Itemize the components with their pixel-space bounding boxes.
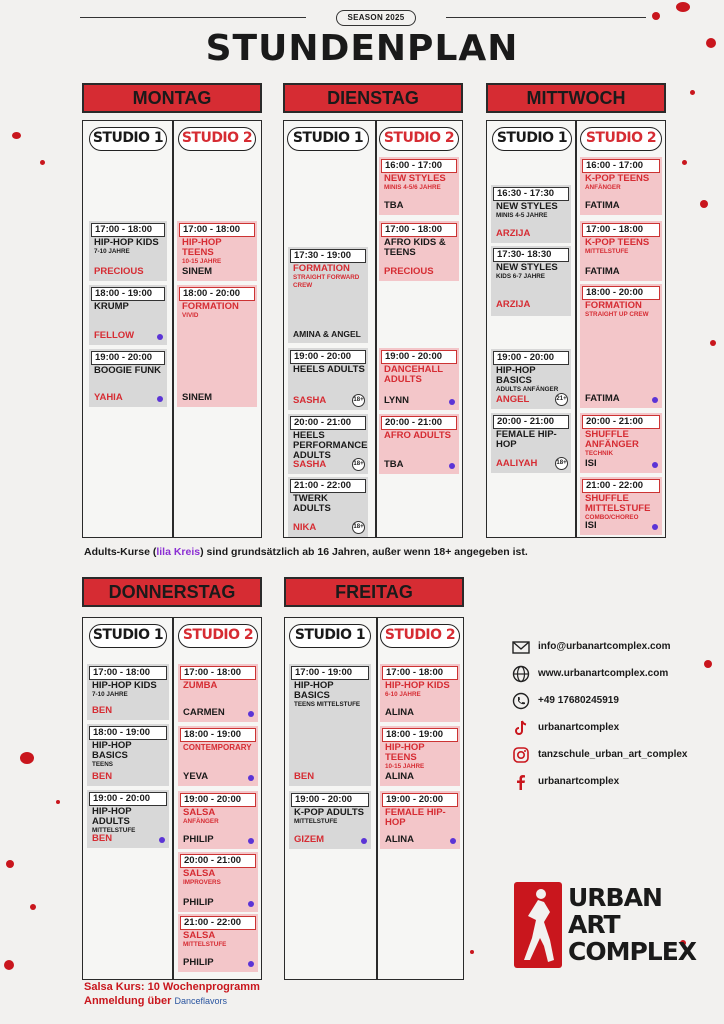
studio-2-label: STUDIO 2 [380,624,460,648]
danceflavors-link[interactable]: Danceflavors [174,996,227,1006]
class-card: 20:00 - 21:00 HEELS PERFORMANCE ADULTS SASHA 18+ [288,414,368,474]
class-card: 18:00 - 19:00 CONTEMPORARY YEVA [178,726,258,786]
day-header-dienstag: DIENSTAG [283,83,463,113]
adults-dot-icon [652,397,658,403]
class-card: 19:00 - 20:00 HIP-HOP BASICS ADULTS ANFÄNGER ANGEL 21+ [491,349,571,409]
class-card: 17:00 - 18:00 AFRO KIDS & TEENS PRECIOUS [379,221,459,281]
adults-dot-icon [248,775,254,781]
class-card: 21:00 - 22:00 SALSA MITTELSTUFE PHILIP [178,914,258,972]
class-card: 18:00 - 19:00 KRUMP FELLOW [89,285,167,345]
adults-dot-icon [450,838,456,844]
day-schedule-dienstag [283,120,463,538]
adults-note: Adults-Kurse (lila Kreis) sind grundsätzlich ab 16 Jahren, außer wenn 18+ angegeben ist. [84,546,528,558]
age-badge: 18+ [352,521,365,534]
studio-1-label: STUDIO 1 [89,127,167,151]
instagram-icon [512,746,530,764]
adults-dot-icon [449,463,455,469]
adults-dot-icon [652,524,658,530]
class-card: 20:00 - 21:00 FEMALE HIP-HOP AALIYAH 18+ [491,413,571,473]
brand-logo-text: URBAN ART COMPLEX [568,883,697,966]
day-schedule-montag [82,120,262,538]
age-badge: 21+ [555,393,568,406]
salsa-note: Salsa Kurs: 10 Wochenprogramm Anmeldung über Danceflavors [84,981,260,1007]
brand-logo-mark [514,882,562,968]
day-schedule-freitag [284,617,464,980]
studio-1-label: STUDIO 1 [287,127,369,151]
adults-dot-icon [157,396,163,402]
studio-2-label: STUDIO 2 [379,127,459,151]
class-card: 21:00 - 22:00 TWERK ADULTS NIKA 18+ [288,477,368,537]
class-card: 21:00 - 22:00 SHUFFLE MITTELSTUFE COMBO/CHOREO ISI [580,477,662,535]
day-schedule-donnerstag [82,617,262,980]
age-badge: 18+ [352,458,365,471]
day-header-donnerstag: DONNERSTAG [82,577,262,607]
facebook-icon [512,773,530,791]
class-card: 16:30 - 17:30 NEW STYLES MINIS 4-5 JAHRE ARZIJA [491,185,571,243]
class-card: 20:00 - 21:00 SALSA IMPROVERS PHILIP [178,852,258,912]
class-card: 19:00 - 20:00 SALSA ANFÄNGER PHILIP [178,791,258,849]
class-card: 19:00 - 20:00 FEMALE HIP-HOP ALINA [380,791,460,849]
studio-2-label: STUDIO 2 [178,127,256,151]
class-card: 17:00 - 18:00 HIP-HOP TEENS 10-15 JAHRE SINEM [177,221,257,281]
studio-2-label: STUDIO 2 [580,127,662,151]
tiktok-icon [512,719,530,737]
class-card: 19:00 - 20:00 HIP-HOP ADULTS MITTELSTUFE BEN [87,790,169,848]
globe-icon [512,665,530,683]
class-card: 17:00 - 18:00 HIP-HOP KIDS 7-10 JAHRE PRECIOUS [89,221,167,281]
adults-dot-icon [248,901,254,907]
adults-dot-icon [248,838,254,844]
class-card: 17:30- 18:30 NEW STYLES KIDS 6-7 JAHRE ARZIJA [491,246,571,316]
page-title: STUNDENPLAN [205,28,519,69]
season-badge: SEASON 2025 [336,10,416,26]
class-card: 17:00 - 18:00 K-POP TEENS MITTELSTUFE FATIMA [580,221,662,281]
class-card: 19:00 - 20:00 DANCEHALL ADULTS LYNN [379,348,459,410]
mail-icon [512,638,530,656]
class-card: 19:00 - 20:00 K-POP ADULTS MITTELSTUFE GIZEM [289,791,371,849]
adults-dot-icon [248,961,254,967]
age-badge: 18+ [352,394,365,407]
class-card: 17:00 - 18:00 HIP-HOP KIDS 6-10 JAHRE ALINA [380,664,460,722]
studio-1-label: STUDIO 1 [89,624,167,648]
divider-line [446,17,646,18]
adults-dot-icon [159,837,165,843]
class-card: 18:00 - 20:00 FORMATION STRAIGHT UP CREW FATIMA [580,284,662,408]
class-card: 20:00 - 21:00 SHUFFLE ANFÄNGER TECHNIK ISI [580,413,662,473]
class-card: 19:00 - 20:00 HEELS ADULTS SASHA 18+ [288,348,368,410]
studio-1-label: STUDIO 1 [289,624,371,648]
class-card: 16:00 - 17:00 K-POP TEENS ANFÄNGER FATIMA [580,157,662,215]
adults-dot-icon [157,334,163,340]
class-card: 17:00 - 18:00 ZUMBA CARMEN [178,664,258,722]
class-card: 18:00 - 19:00 HIP-HOP BASICS TEENS BEN [87,724,169,786]
class-card: 20:00 - 21:00 AFRO ADULTS TBA [379,414,459,474]
phone-icon [512,692,530,710]
class-card: 19:00 - 20:00 BOOGIE FUNK YAHIA [89,349,167,407]
adults-dot-icon [652,462,658,468]
class-card: 17:00 - 18:00 HIP-HOP KIDS 7-10 JAHRE BEN [87,664,169,720]
studio-1-label: STUDIO 1 [492,127,572,151]
day-header-mittwoch: MITTWOCH [486,83,666,113]
day-schedule-mittwoch [486,120,666,538]
class-card: 18:00 - 19:00 HIP-HOP TEENS 10-15 JAHRE ALINA [380,726,460,786]
class-card: 16:00 - 17:00 NEW STYLES MINIS 4-5/6 JAHRE TBA [379,157,459,215]
studio-2-label: STUDIO 2 [178,624,258,648]
age-badge: 18+ [555,457,568,470]
adults-dot-icon [361,838,367,844]
divider-line [80,17,306,18]
class-card: 18:00 - 20:00 FORMATION VIVID SINEM [177,285,257,407]
adults-dot-icon [449,399,455,405]
day-header-freitag: FREITAG [284,577,464,607]
day-header-montag: MONTAG [82,83,262,113]
class-card: 17:30 - 19:00 FORMATION STRAIGHT FORWARD CREW AMINA & ANGEL [288,247,368,343]
class-card: 17:00 - 19:00 HIP-HOP BASICS TEENS MITTELSTUFE BEN [289,664,371,786]
adults-dot-icon [248,711,254,717]
